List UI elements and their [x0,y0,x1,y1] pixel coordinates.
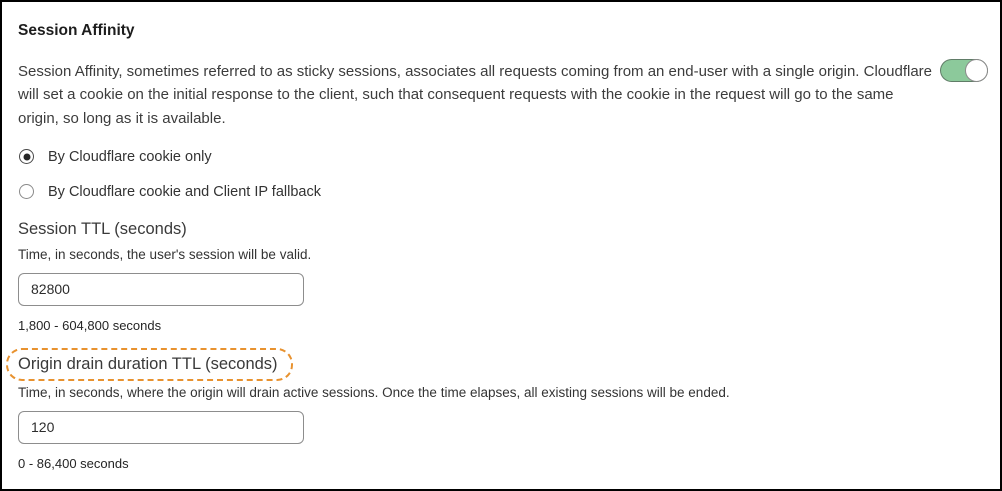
radio-cookie-only[interactable] [18,149,986,165]
panel-description: Session Affinity, sometimes referred to as sticky sessions, associates all requests coming from an end-user with a single origin. Cloudflare will set a cookie on the initial response to the client, such that consequent requests with the cookie in the request will go to the same origin, so long as it is available. [18,63,933,127]
session-ttl-heading: Session TTL (seconds) [18,219,187,238]
toggle-knob [965,59,988,82]
radio-selected-icon [19,149,34,164]
origin-drain-help: Time, in seconds, where the origin will drain active sessions. Once the time elapses, all existing sessions will be ended. [18,384,730,400]
session-ttl-section [18,219,986,333]
radio-unselected-icon [19,184,34,199]
origin-drain-heading: Origin drain duration TTL (seconds) [18,354,278,373]
panel-content [2,2,1000,489]
session-ttl-help: Time, in seconds, the user's session will be valid. [18,246,312,262]
origin-drain-input[interactable] [18,411,304,444]
radio-cookie-only-label: By Cloudflare cookie only [48,148,212,165]
affinity-mode-radio-group [18,149,986,200]
session-ttl-input[interactable] [18,273,304,306]
origin-drain-annotation-highlight [6,348,293,381]
radio-cookie-and-ip-fallback-label: By Cloudflare cookie and Client IP fallback [48,183,321,200]
radio-cookie-and-ip-fallback[interactable] [18,184,986,200]
session-ttl-range-hint: 1,800 - 604,800 seconds [18,317,162,333]
origin-drain-range-hint: 0 - 86,400 seconds [18,455,129,471]
session-affinity-toggle[interactable] [940,59,988,82]
panel-title: Session Affinity [18,22,135,39]
origin-drain-section [18,333,986,471]
